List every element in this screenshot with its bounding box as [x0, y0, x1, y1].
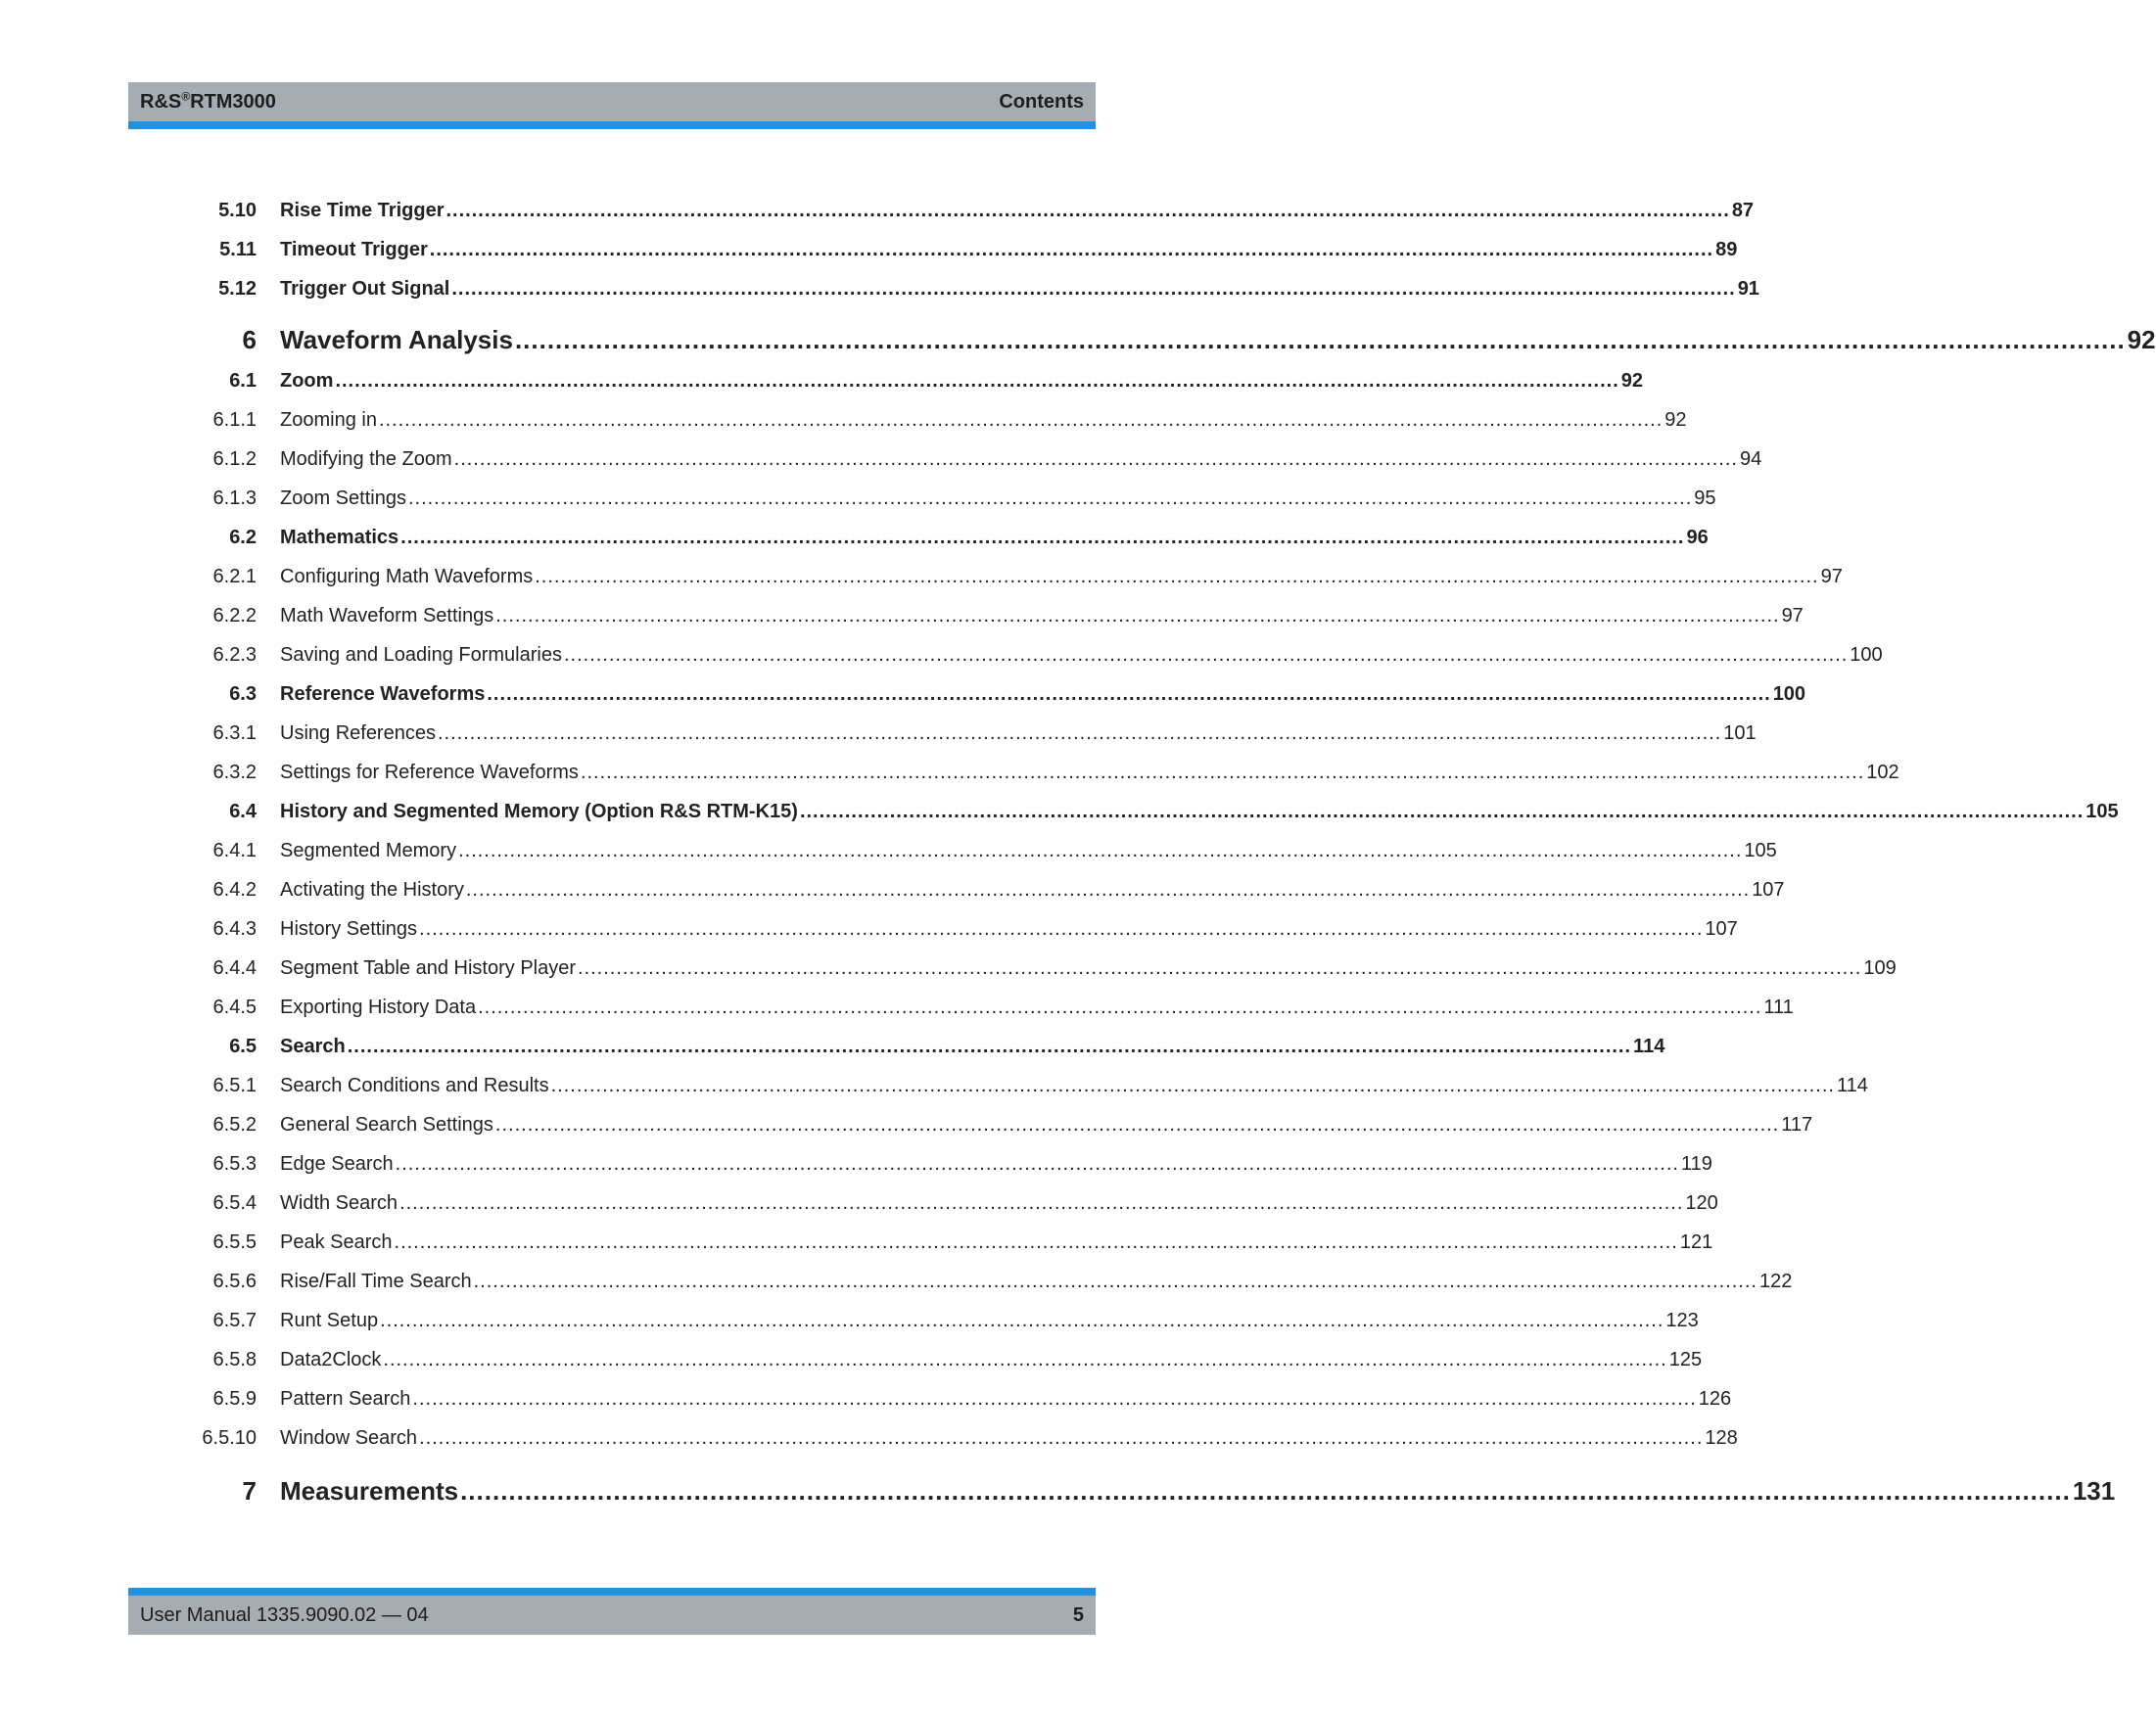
toc-number: 6.1.3 [212, 487, 257, 509]
dot-leader: ........................................................................................................................................................................................................ [395, 1153, 1679, 1175]
toc-entry-6-2-1[interactable] [196, 566, 1843, 595]
toc-title: Pattern Search [280, 1388, 411, 1410]
dot-leader: ........................................................................................................................................................................................................ [453, 448, 1738, 470]
toc-entry-7[interactable] [196, 1476, 2116, 1513]
toc-number: 6.4.5 [212, 997, 257, 1018]
toc-page: 128 [1705, 1427, 1738, 1449]
toc-entry-6-2[interactable] [196, 527, 1709, 556]
toc-page: 114 [1836, 1075, 1868, 1096]
toc-title: Zooming in [280, 409, 377, 431]
toc-entry-6-2-3[interactable] [196, 644, 1883, 673]
toc-title: Trigger Out Signal [280, 278, 450, 300]
header-product [140, 82, 276, 121]
toc-title: Segmented Memory [280, 840, 457, 861]
toc-number: 6.1 [229, 370, 257, 392]
toc-page: 120 [1685, 1192, 1718, 1214]
dot-leader: ........................................................................................................................................................................................................ [335, 370, 1619, 392]
toc-title: Search [280, 1036, 346, 1057]
toc-page: 111 [1763, 997, 1794, 1018]
toc-number: 6.3 [229, 683, 257, 705]
dot-leader: ........................................................................................................................................................................................................ [495, 605, 1780, 626]
toc-number: 6 [242, 325, 257, 354]
toc-title: History and Segmented Memory (Option R&S RTM-K15) [280, 801, 798, 822]
toc-number: 6.5.4 [212, 1192, 257, 1214]
toc-title: Waveform Analysis [280, 325, 513, 354]
toc-number: 6.3.2 [212, 762, 257, 783]
toc-entry-6-4-1[interactable] [196, 840, 1777, 869]
toc-entry-6-5[interactable] [196, 1036, 1665, 1065]
dot-leader: ........................................................................................................................................................................................................ [400, 527, 1685, 548]
toc-page: 97 [1820, 566, 1843, 587]
dot-leader: ........................................................................................................................................................................................................ [412, 1388, 1697, 1410]
toc-number: 6.5.7 [212, 1310, 257, 1331]
toc-number: 6.4.2 [212, 879, 257, 901]
toc-title: Math Waveform Settings [280, 605, 494, 626]
toc-entry-6-5-5[interactable] [196, 1231, 1713, 1261]
toc-page: 94 [1739, 448, 1762, 470]
toc-page: 117 [1781, 1114, 1813, 1136]
dot-leader: ........................................................................................................................................................................................................ [394, 1231, 1678, 1253]
toc-title: Saving and Loading Formularies [280, 644, 562, 666]
footer-manual-id: User Manual 1335.9090.02 — 04 [140, 1604, 429, 1626]
toc-number: 6.5.10 [202, 1427, 257, 1449]
toc-entry-6-2-2[interactable] [196, 605, 1804, 634]
dot-leader: ........................................................................................................................................................................................................ [437, 722, 1722, 744]
dot-leader: ........................................................................................................................................................................................................ [580, 762, 1865, 783]
toc-entry-6-4-4[interactable] [196, 957, 1897, 987]
toc-number: 6.2 [229, 527, 257, 548]
dot-leader: ........................................................................................................................................................................................................ [383, 1349, 1667, 1370]
footer-page-number: 5 [1072, 1604, 1084, 1626]
toc-title: History Settings [280, 918, 418, 940]
toc-title: Using References [280, 722, 436, 744]
toc-number: 5.12 [218, 278, 257, 300]
toc-number: 6.1.2 [212, 448, 257, 470]
toc-number: 5.11 [219, 239, 257, 260]
toc-title: Runt Setup [280, 1310, 379, 1331]
toc-title: Window Search [280, 1427, 418, 1449]
toc-number: 6.4.1 [212, 840, 257, 861]
toc-number: 6.5.3 [212, 1153, 257, 1175]
toc-entry-6-5-4[interactable] [196, 1192, 1718, 1222]
toc-number: 6.2.1 [212, 566, 257, 587]
toc-page: 92 [1664, 409, 1687, 431]
toc-number: 6.5.9 [212, 1388, 257, 1410]
page-header [128, 82, 1096, 129]
toc-page: 107 [1705, 918, 1738, 940]
dot-leader: ........................................................................................................................................................................................................ [799, 801, 2085, 822]
dot-leader: ........................................................................................................................................................................................................ [445, 200, 1730, 221]
dot-leader: ........................................................................................................................................................................................................ [473, 1271, 1758, 1292]
header-brand: R&S [140, 91, 182, 113]
toc-entry-6-1-1[interactable] [196, 409, 1687, 439]
toc-entry-6-3[interactable] [196, 683, 1806, 713]
dot-leader: ........................................................................................................................................................................................................ [494, 1114, 1780, 1136]
dot-leader: ........................................................................................................................................................................................................ [380, 1310, 1664, 1331]
dot-leader: ........................................................................................................................................................................................................ [378, 409, 1664, 431]
dot-leader: ........................................................................................................................................................................................................ [460, 1476, 2071, 1506]
toc-title: Rise Time Trigger [280, 200, 445, 221]
toc-page: 105 [1744, 840, 1777, 861]
toc-page: 92 [1620, 370, 1644, 392]
toc-page: 109 [1863, 957, 1897, 979]
dot-leader: ........................................................................................................................................................................................................ [458, 840, 1743, 861]
toc-entry-6-5-8[interactable] [196, 1349, 1703, 1378]
registered-mark: ® [181, 89, 191, 104]
dot-leader: ........................................................................................................................................................................................................ [550, 1075, 1835, 1096]
toc-entry-6-5-9[interactable] [196, 1388, 1732, 1417]
toc-entry-5-12[interactable] [196, 278, 1759, 307]
dot-leader: ........................................................................................................................................................................................................ [563, 644, 1849, 666]
toc-page: 119 [1680, 1153, 1712, 1175]
toc-page: 107 [1752, 879, 1785, 901]
dot-leader: ........................................................................................................................................................................................................ [578, 957, 1862, 979]
toc-title: Settings for Reference Waveforms [280, 762, 579, 783]
toc-page: 121 [1679, 1231, 1713, 1253]
toc-title: Data2Clock [280, 1349, 382, 1370]
toc-page: 100 [1850, 644, 1883, 666]
toc-number: 5.10 [218, 200, 257, 221]
dot-leader: ........................................................................................................................................................................................................ [429, 239, 1714, 260]
toc-page: 96 [1686, 527, 1709, 548]
toc-page: 125 [1668, 1349, 1703, 1370]
toc-title: Measurements [280, 1476, 459, 1506]
toc-number: 6.5.5 [212, 1231, 257, 1253]
dot-leader: ........................................................................................................................................................................................................ [399, 1192, 1684, 1214]
toc-title: Reference Waveforms [280, 683, 486, 705]
toc-number: 6.4 [229, 801, 257, 822]
dot-leader: ........................................................................................................................................................................................................ [465, 879, 1751, 901]
toc-page: 131 [2072, 1476, 2116, 1506]
toc-title: Zoom [280, 370, 334, 392]
toc-page: 92 [2127, 325, 2156, 354]
toc-entry-6-1[interactable] [196, 370, 1644, 399]
header-model: RTM3000 [190, 91, 276, 113]
toc-title: General Search Settings [280, 1114, 493, 1136]
dot-leader: ........................................................................................................................................................................................................ [407, 487, 1693, 509]
toc-entry-6-5-1[interactable] [196, 1075, 1868, 1104]
toc-page: 89 [1715, 239, 1738, 260]
toc-entry-6-1-3[interactable] [196, 487, 1716, 517]
toc-title: Rise/Fall Time Search [280, 1271, 472, 1292]
toc-number: 6.2.2 [212, 605, 257, 626]
dot-leader: ........................................................................................................................................................................................................ [487, 683, 1771, 705]
toc-title: Peak Search [280, 1231, 393, 1253]
toc-entry-6-1-2[interactable] [196, 448, 1762, 478]
toc-number: 6.5.8 [212, 1349, 257, 1370]
dot-leader: ........................................................................................................................................................................................................ [347, 1036, 1632, 1057]
toc-number: 7 [242, 1476, 257, 1506]
toc-page: 122 [1758, 1271, 1793, 1292]
dot-leader: ........................................................................................................................................................................................................ [419, 918, 1704, 940]
dot-leader: ........................................................................................................................................................................................................ [451, 278, 1736, 300]
toc-number: 6.2.3 [212, 644, 257, 666]
toc-number: 6.4.3 [212, 918, 257, 940]
toc-title: Segment Table and History Player [280, 957, 577, 979]
toc-number: 6.5 [229, 1036, 257, 1057]
toc-page: 114 [1633, 1036, 1665, 1057]
toc-entry-6-4-5[interactable] [196, 997, 1794, 1026]
toc-page: 105 [2086, 801, 2119, 822]
toc-page: 101 [1723, 722, 1757, 744]
toc-entry-6[interactable] [196, 325, 2156, 362]
page-footer [128, 1588, 1096, 1635]
toc-page: 102 [1866, 762, 1899, 783]
toc-entry-6-5-7[interactable] [196, 1310, 1699, 1339]
toc-entry-6-3-1[interactable] [196, 722, 1757, 752]
toc-title: Mathematics [280, 527, 399, 548]
header-section: Contents [999, 91, 1084, 113]
dot-leader: ........................................................................................................................................................................................................ [478, 997, 1762, 1018]
toc-page: 87 [1731, 200, 1755, 221]
toc-title: Activating the History [280, 879, 464, 901]
toc-entry-6-3-2[interactable] [196, 762, 1899, 791]
toc-page: 95 [1694, 487, 1716, 509]
toc-entry-5-11[interactable] [196, 239, 1738, 268]
toc-entry-5-10[interactable] [196, 200, 1755, 229]
toc-entry-6-5-10[interactable] [196, 1427, 1738, 1457]
toc-title: Zoom Settings [280, 487, 406, 509]
toc-title: Edge Search [280, 1153, 394, 1175]
toc-page: 123 [1665, 1310, 1699, 1331]
toc-entry-6-4-2[interactable] [196, 879, 1785, 908]
toc-number: 6.4.4 [212, 957, 257, 979]
toc-entry-6-4-3[interactable] [196, 918, 1738, 948]
dot-leader: ........................................................................................................................................................................................................ [514, 325, 2126, 354]
toc-number: 6.5.2 [212, 1114, 257, 1136]
toc-entry-6-5-3[interactable] [196, 1153, 1712, 1183]
dot-leader: ........................................................................................................................................................................................................ [535, 566, 1819, 587]
toc-entry-6-5-2[interactable] [196, 1114, 1813, 1143]
toc-entry-6-5-6[interactable] [196, 1271, 1793, 1300]
toc-title: Modifying the Zoom [280, 448, 452, 470]
toc-title: Exporting History Data [280, 997, 477, 1018]
toc-title: Timeout Trigger [280, 239, 428, 260]
toc-title: Search Conditions and Results [280, 1075, 549, 1096]
dot-leader: ........................................................................................................................................................................................................ [419, 1427, 1704, 1449]
toc-title: Width Search [280, 1192, 398, 1214]
toc-page: 100 [1772, 683, 1806, 705]
toc-page: 126 [1698, 1388, 1732, 1410]
toc-number: 6.5.6 [212, 1271, 257, 1292]
toc-number: 6.1.1 [212, 409, 257, 431]
toc-title: Configuring Math Waveforms [280, 566, 534, 587]
toc-number: 6.5.1 [212, 1075, 257, 1096]
toc-entry-6-4[interactable] [196, 801, 2119, 830]
toc-number: 6.3.1 [212, 722, 257, 744]
toc-page: 91 [1737, 278, 1759, 300]
toc-page: 97 [1781, 605, 1804, 626]
